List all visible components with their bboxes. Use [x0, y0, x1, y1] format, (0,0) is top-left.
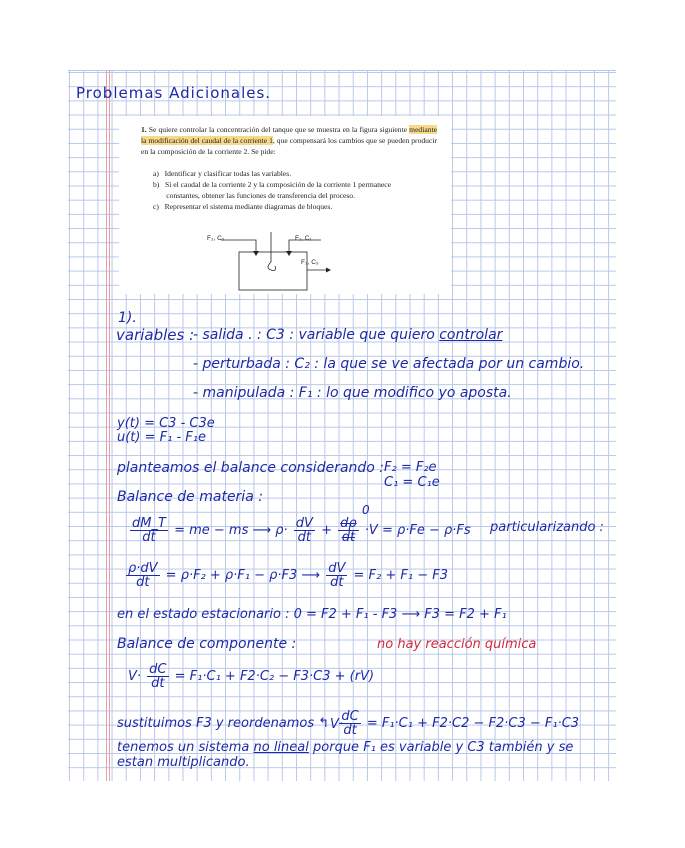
label-f2-c2: F₂, C₂	[207, 235, 225, 242]
margin-line-left-2	[109, 71, 110, 781]
balance-intro: planteamos el balance considerando :	[117, 460, 385, 476]
fraction-rho-dv-dt: $\frac{\rho\cdot dV}{dt}$	[128, 561, 158, 590]
fraction-dv-dt-2: $\frac{dV}{dt}$	[328, 561, 346, 590]
no-reaction-note: no hay reacción química	[377, 637, 537, 652]
fraction-dc-dt-2: $\frac{dC}{dt}$	[341, 709, 359, 738]
problem-item-c: c) Representar el sistema mediante diagramas de bloques.	[153, 202, 333, 211]
fraction-dv-dt: $\frac{dV}{dt}$	[295, 516, 313, 545]
problem-text-c: se pueden producir en la composición de la corriente 2. Se pide:	[141, 136, 437, 156]
problem-text-highlight: mediante la modificación del caudal de la corriente 1	[141, 125, 437, 145]
fraction-dc-dt: $\frac{dC}{dt}$	[149, 662, 167, 691]
particularizing-note: particularizando :	[490, 520, 604, 535]
component-balance-equation: V· $\frac{dC}{dt}$ = F₁·C₁ + F2·C₂ − F3·C3 + (rV)	[128, 662, 375, 691]
component-balance-heading: Balance de componente :	[117, 636, 297, 652]
variable-perturbada: - perturbada : C₂ : la que se ve afectada por un cambio.	[193, 356, 585, 372]
variable-manipulada: - manipulada : F₁ : lo que modifico yo aposta.	[193, 385, 512, 401]
conclusion-line-2: estan multiplicando.	[117, 755, 250, 770]
condition-f2: F₂ = F₂e	[384, 460, 437, 475]
fraction-dmt-dt: $\frac{dM\_T}{dt}$	[132, 516, 166, 545]
problem-number: 1.	[141, 125, 147, 134]
margin-line-left	[106, 71, 107, 781]
conclusion-line-1: tenemos un sistema no lineal porque F₁ es variable y C3 también y se	[117, 740, 574, 755]
item-number: 1).	[118, 310, 137, 326]
salida-underlined: controlar	[439, 327, 503, 343]
label-f1-c1: F₁, C₁	[295, 235, 312, 242]
page-title: Problemas Adicionales.	[76, 84, 272, 102]
deviation-y: y(t) = C3 - C3e	[117, 416, 215, 431]
label-f3-c3: F₃, C₃	[301, 259, 319, 266]
material-balance-heading: Balance de materia :	[117, 489, 263, 505]
problem-item-b-cont: constantes, obtener las funciones de transferencia del proceso.	[153, 191, 356, 200]
nonlinear-underlined: no lineal	[253, 740, 309, 755]
problem-paragraph	[141, 124, 437, 157]
tank-diagram	[201, 232, 341, 292]
problem-text-b: , que compensará los cambios que	[272, 136, 378, 145]
substitution-v: V·	[330, 717, 344, 732]
problem-item-b: b) Si el caudal de la corriente 2 y la composición de la corriente 1 permanece	[153, 180, 392, 189]
problem-statement	[119, 116, 451, 294]
problem-item-a: a) Identificar y clasificar todas las variables.	[153, 169, 292, 178]
mass-balance-equation: $\frac{dM\_T}{dt}$ = me − ms ⟶ ρ· $\frac{dV}{dt}$ + $\frac{d\rho}{dt}$ ·V = ρ·Fe − ρ·Fs	[132, 516, 471, 545]
volume-balance-equation: $\frac{\rho\cdot dV}{dt}$ = ρ·F₂ + ρ·F₁ − ρ·F3 ⟶ $\frac{dV}{dt}$ = F₂ + F₁ − F3	[128, 561, 448, 590]
stationary-state: en el estado estacionario : 0 = F2 + F₁ - F3 ⟶ F3 = F2 + F₁	[117, 607, 507, 622]
variable-salida	[193, 327, 502, 343]
variables-label: variables :	[116, 326, 195, 344]
salida-text: - salida . : C3 : variable que quiero	[193, 327, 435, 343]
zero-annotation: 0	[362, 503, 370, 517]
fraction-drho-dt: $\frac{d\rho}{dt}$	[340, 516, 357, 545]
problem-text-a: Se quiere controlar la concentración del tanque que se muestra en la figura siguiente	[148, 125, 408, 134]
deviation-u: u(t) = F₁ - F₁e	[117, 430, 206, 445]
substitution-line: sustituimos F3 y reordenamos ↰ $\frac{dC}{dt}$ = F₁·C₁ + F2·C2 − F2·C3 − F₁·C3	[117, 709, 580, 738]
condition-c1: C₁ = C₁e	[384, 475, 440, 490]
